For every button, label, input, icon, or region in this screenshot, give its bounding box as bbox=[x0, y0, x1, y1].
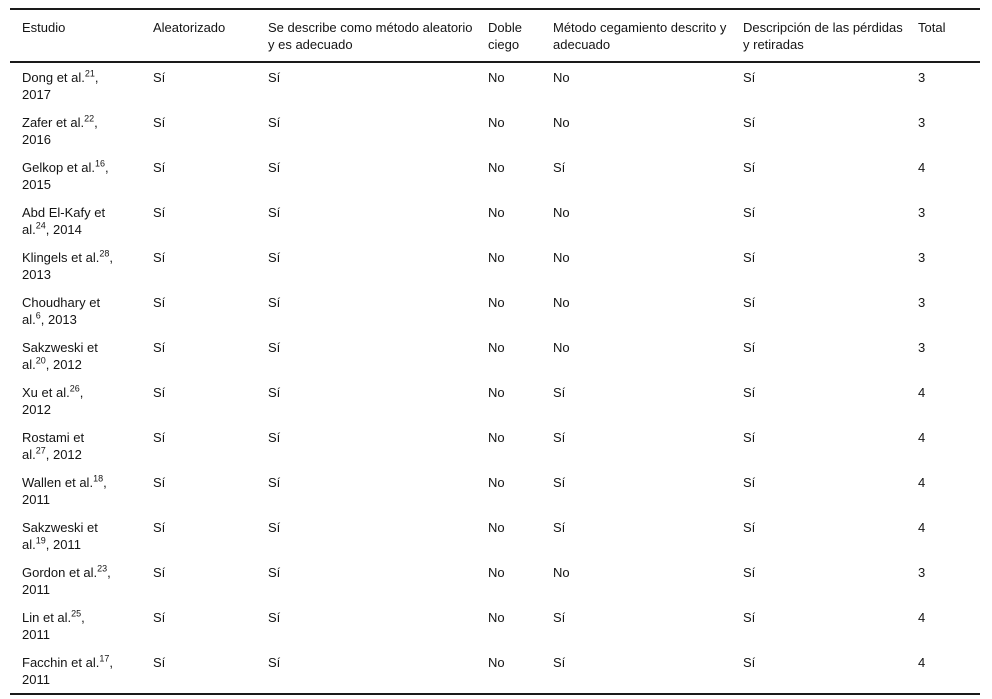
study-cell: Facchin et al.$^{17}$, 2011 bbox=[22, 653, 113, 687]
reference-superscript: 6 bbox=[35, 310, 41, 321]
aleatorizado-cell: Sí bbox=[153, 385, 166, 400]
total-cell: 3 bbox=[918, 205, 926, 220]
doble-ciego-cell: No bbox=[488, 295, 505, 310]
total-cell: 3 bbox=[918, 340, 926, 355]
study-cell: Klingels et al.$^{28}$, 2013 bbox=[22, 248, 113, 282]
metodo-aleatorio-cell: Sí bbox=[268, 250, 281, 265]
cegamiento-cell: Sí bbox=[553, 385, 566, 400]
table-row bbox=[10, 648, 980, 694]
col-header-doble-ciego: Doble ciego bbox=[488, 20, 522, 52]
metodo-aleatorio-cell: Sí bbox=[268, 520, 281, 535]
total-cell: 4 bbox=[918, 430, 926, 445]
aleatorizado-cell: Sí bbox=[153, 295, 166, 310]
table-row bbox=[10, 423, 980, 468]
table-row bbox=[10, 108, 980, 153]
cegamiento-cell: No bbox=[553, 340, 570, 355]
cegamiento-cell: Sí bbox=[553, 610, 566, 625]
perdidas-cell: Sí bbox=[743, 385, 756, 400]
doble-ciego-cell: No bbox=[488, 250, 505, 265]
reference-superscript: 24 bbox=[35, 220, 46, 231]
col-header-cegamiento: Método cegamiento descrito y adecuado bbox=[553, 20, 727, 52]
perdidas-cell: Sí bbox=[743, 205, 756, 220]
cegamiento-cell: No bbox=[553, 565, 570, 580]
total-cell: 4 bbox=[918, 385, 926, 400]
quality-assessment-table bbox=[10, 8, 980, 695]
table-row bbox=[10, 198, 980, 243]
perdidas-cell: Sí bbox=[743, 160, 756, 175]
total-cell: 3 bbox=[918, 70, 926, 85]
perdidas-cell: Sí bbox=[743, 115, 756, 130]
total-cell: 3 bbox=[918, 115, 926, 130]
aleatorizado-cell: Sí bbox=[153, 70, 166, 85]
reference-superscript: 17 bbox=[99, 653, 110, 664]
study-cell: Wallen et al.$^{18}$, 2011 bbox=[22, 473, 107, 507]
perdidas-cell: Sí bbox=[743, 70, 756, 85]
aleatorizado-cell: Sí bbox=[153, 250, 166, 265]
reference-superscript: 27 bbox=[35, 445, 46, 456]
table-row bbox=[10, 603, 980, 648]
doble-ciego-cell: No bbox=[488, 430, 505, 445]
col-header-metodo-aleatorio: Se describe como método aleatorio y es adecuado bbox=[268, 20, 473, 52]
perdidas-cell: Sí bbox=[743, 565, 756, 580]
metodo-aleatorio-cell: Sí bbox=[268, 430, 281, 445]
table-row bbox=[10, 333, 980, 378]
perdidas-cell: Sí bbox=[743, 610, 756, 625]
aleatorizado-cell: Sí bbox=[153, 160, 166, 175]
study-cell: Sakzweski et al.$^{20}$, 2012 bbox=[22, 340, 98, 372]
doble-ciego-cell: No bbox=[488, 340, 505, 355]
doble-ciego-cell: No bbox=[488, 520, 505, 535]
study-cell: Choudhary et al.$^6$, 2013 bbox=[22, 295, 101, 327]
doble-ciego-cell: No bbox=[488, 655, 505, 670]
perdidas-cell: Sí bbox=[743, 295, 756, 310]
aleatorizado-cell: Sí bbox=[153, 340, 166, 355]
reference-superscript: 25 bbox=[71, 608, 82, 619]
metodo-aleatorio-cell: Sí bbox=[268, 115, 281, 130]
metodo-aleatorio-cell: Sí bbox=[268, 205, 281, 220]
study-cell: Zafer et al.$^{22}$, 2016 bbox=[22, 113, 98, 147]
aleatorizado-cell: Sí bbox=[153, 655, 166, 670]
doble-ciego-cell: No bbox=[488, 610, 505, 625]
cegamiento-cell: No bbox=[553, 205, 570, 220]
table-row bbox=[10, 513, 980, 558]
col-header-estudio: Estudio bbox=[22, 20, 66, 35]
header-row bbox=[10, 9, 980, 62]
cegamiento-cell: No bbox=[553, 295, 570, 310]
total-cell: 4 bbox=[918, 160, 926, 175]
cegamiento-cell: Sí bbox=[553, 475, 566, 490]
col-header-aleatorizado: Aleatorizado bbox=[153, 20, 226, 35]
cegamiento-cell: No bbox=[553, 250, 570, 265]
doble-ciego-cell: No bbox=[488, 115, 505, 130]
table-header bbox=[10, 9, 980, 62]
total-cell: 3 bbox=[918, 295, 926, 310]
study-cell: Gordon et al.$^{23}$, 2011 bbox=[22, 563, 111, 597]
reference-superscript: 20 bbox=[35, 355, 46, 366]
total-cell: 3 bbox=[918, 565, 926, 580]
aleatorizado-cell: Sí bbox=[153, 205, 166, 220]
study-cell: Lin et al.$^{25}$, 2011 bbox=[22, 608, 85, 642]
reference-superscript: 28 bbox=[99, 248, 110, 259]
metodo-aleatorio-cell: Sí bbox=[268, 385, 281, 400]
table-row bbox=[10, 558, 980, 603]
aleatorizado-cell: Sí bbox=[153, 565, 166, 580]
aleatorizado-cell: Sí bbox=[153, 430, 166, 445]
metodo-aleatorio-cell: Sí bbox=[268, 475, 281, 490]
aleatorizado-cell: Sí bbox=[153, 115, 166, 130]
total-cell: 4 bbox=[918, 475, 926, 490]
cegamiento-cell: Sí bbox=[553, 160, 566, 175]
cegamiento-cell: Sí bbox=[553, 655, 566, 670]
table-row bbox=[10, 153, 980, 198]
table-row bbox=[10, 468, 980, 513]
table-row bbox=[10, 378, 980, 423]
doble-ciego-cell: No bbox=[488, 565, 505, 580]
cegamiento-cell: Sí bbox=[553, 520, 566, 535]
doble-ciego-cell: No bbox=[488, 475, 505, 490]
aleatorizado-cell: Sí bbox=[153, 520, 166, 535]
perdidas-cell: Sí bbox=[743, 520, 756, 535]
reference-superscript: 21 bbox=[84, 68, 95, 79]
col-header-perdidas: Descripción de las pérdidas y retiradas bbox=[743, 20, 903, 52]
table-row bbox=[10, 288, 980, 333]
reference-superscript: 22 bbox=[84, 113, 95, 124]
reference-superscript: 16 bbox=[95, 158, 106, 169]
doble-ciego-cell: No bbox=[488, 385, 505, 400]
doble-ciego-cell: No bbox=[488, 160, 505, 175]
study-cell: Rostami et al.$^{27}$, 2012 bbox=[22, 430, 85, 462]
metodo-aleatorio-cell: Sí bbox=[268, 340, 281, 355]
study-cell: Dong et al.$^{21}$, 2017 bbox=[22, 68, 99, 102]
metodo-aleatorio-cell: Sí bbox=[268, 70, 281, 85]
perdidas-cell: Sí bbox=[743, 430, 756, 445]
total-cell: 4 bbox=[918, 610, 926, 625]
doble-ciego-cell: No bbox=[488, 70, 505, 85]
study-cell: Sakzweski et al.$^{19}$, 2011 bbox=[22, 520, 98, 552]
perdidas-cell: Sí bbox=[743, 655, 756, 670]
perdidas-cell: Sí bbox=[743, 340, 756, 355]
reference-superscript: 18 bbox=[93, 473, 104, 484]
table-row bbox=[10, 62, 980, 108]
study-cell: Xu et al.$^{26}$, 2012 bbox=[22, 383, 84, 417]
col-header-total: Total bbox=[918, 20, 946, 35]
doble-ciego-cell: No bbox=[488, 205, 505, 220]
metodo-aleatorio-cell: Sí bbox=[268, 655, 281, 670]
perdidas-cell: Sí bbox=[743, 475, 756, 490]
total-cell: 4 bbox=[918, 520, 926, 535]
reference-superscript: 19 bbox=[35, 535, 46, 546]
perdidas-cell: Sí bbox=[743, 250, 756, 265]
metodo-aleatorio-cell: Sí bbox=[268, 610, 281, 625]
total-cell: 3 bbox=[918, 250, 926, 265]
total-cell: 4 bbox=[918, 655, 926, 670]
metodo-aleatorio-cell: Sí bbox=[268, 160, 281, 175]
table-body bbox=[10, 62, 980, 694]
cegamiento-cell: No bbox=[553, 70, 570, 85]
aleatorizado-cell: Sí bbox=[153, 475, 166, 490]
study-cell: Abd El-Kafy et al.$^{24}$, 2014 bbox=[22, 205, 106, 237]
reference-superscript: 23 bbox=[97, 563, 108, 574]
table-row bbox=[10, 243, 980, 288]
cegamiento-cell: No bbox=[553, 115, 570, 130]
cegamiento-cell: Sí bbox=[553, 430, 566, 445]
reference-superscript: 26 bbox=[69, 383, 80, 394]
aleatorizado-cell: Sí bbox=[153, 610, 166, 625]
metodo-aleatorio-cell: Sí bbox=[268, 565, 281, 580]
metodo-aleatorio-cell: Sí bbox=[268, 295, 281, 310]
study-cell: Gelkop et al.$^{16}$, 2015 bbox=[22, 158, 109, 192]
